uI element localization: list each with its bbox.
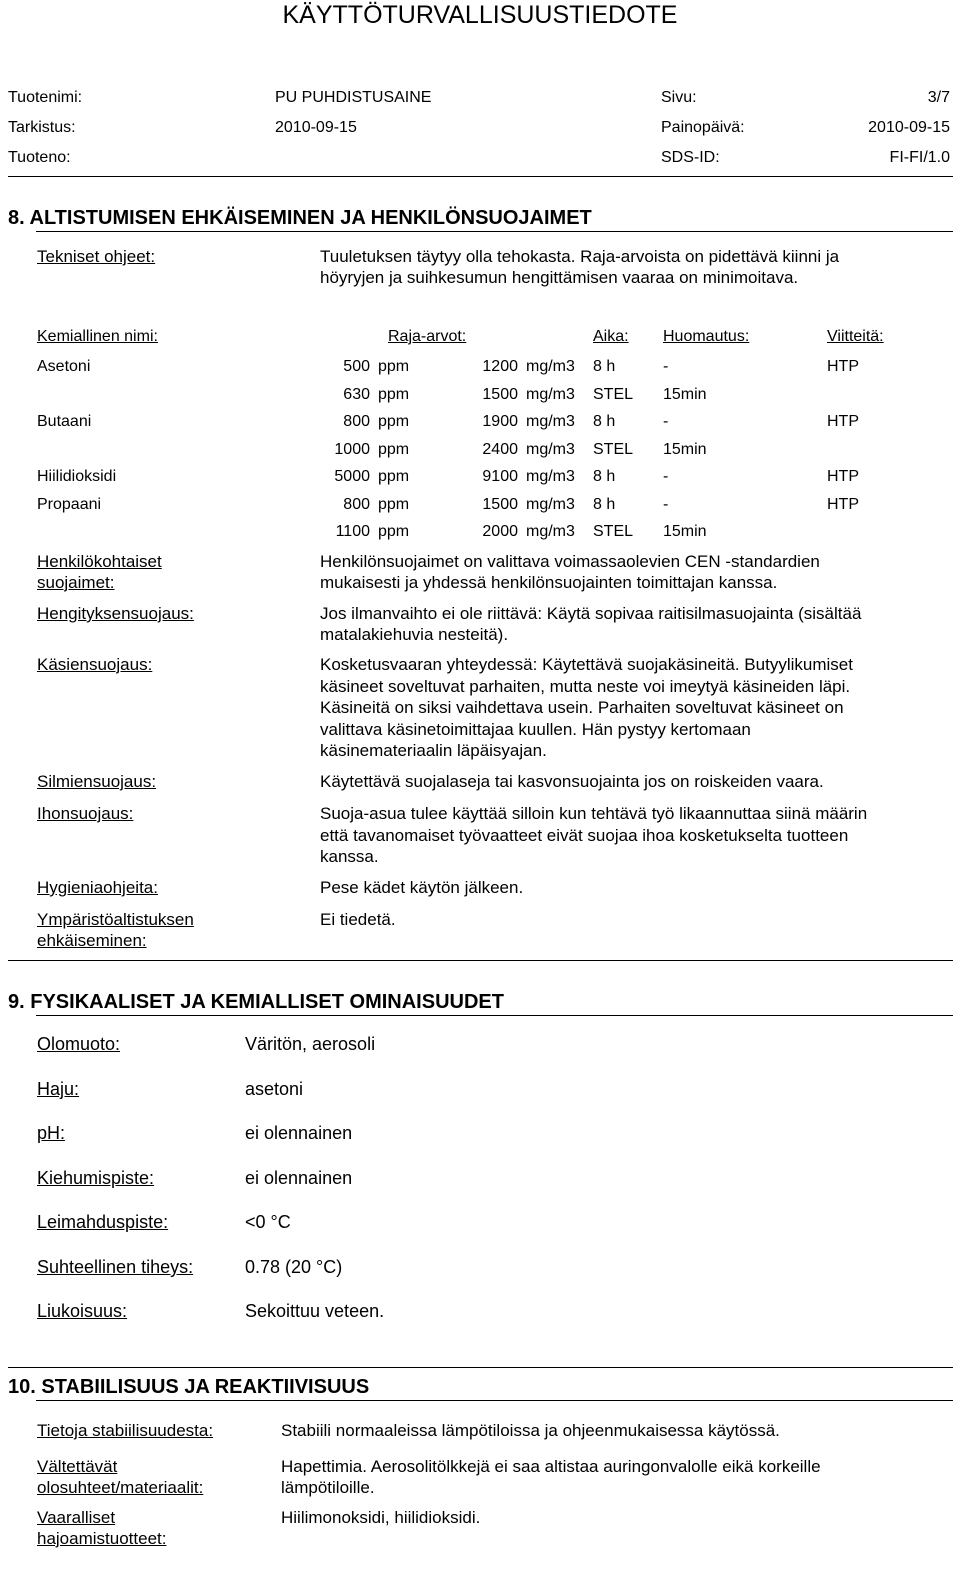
table-cell-ref: HTP (827, 358, 859, 375)
table-cell-mg-unit: mg/m3 (526, 523, 575, 540)
property-value: Väritön, aerosoli (245, 1034, 376, 1054)
property-label: Leimahduspiste: (37, 1212, 169, 1232)
hand-protection-text-3: Käsineitä on siksi vaihdettava usein. Parhaiten soveltuvat käsineet on (320, 698, 844, 717)
table-cell-ppm: 1100 (335, 523, 370, 540)
conditions-to-avoid-text-2: lämpötiloille. (281, 1478, 375, 1497)
ppe-label-line-2: suojaimet: (37, 573, 115, 592)
table-cell-chemical: Butaani (37, 413, 92, 430)
table-cell-ppm: 800 (343, 496, 370, 513)
print-date: 2010-09-15 (868, 119, 950, 136)
property-value: ei olennainen (245, 1123, 353, 1143)
hygiene-text: Pese kädet käytön jälkeen. (320, 878, 524, 897)
table-cell-chemical: Propaani (37, 496, 102, 513)
table-cell-note: 15min (663, 441, 707, 458)
property-value: 0.78 (20 °C) (245, 1257, 343, 1277)
table-cell-note: - (663, 496, 669, 513)
property-label: Kiehumispiste: (37, 1168, 155, 1188)
skin-protection-text-3: kanssa. (320, 847, 379, 866)
section-10-underline (36, 1400, 953, 1401)
column-header-chemical: Kemiallinen nimi: (37, 328, 158, 345)
table-cell-note: 15min (663, 523, 707, 540)
table-cell-time: STEL (593, 523, 634, 540)
table-cell-mg: 1500 (482, 496, 518, 513)
table-cell-chemical: Asetoni (37, 358, 91, 375)
section-8-underline (36, 231, 953, 232)
table-cell-mg: 1900 (482, 413, 518, 430)
decomposition-products-label-line-2: hajoamistuotteet: (37, 1529, 167, 1548)
technical-guidance-label: Tekniset ohjeet: (37, 247, 156, 266)
section-10-heading: 10. STABIILISUUS JA REAKTIIVISUUS (8, 1376, 370, 1398)
skin-protection-text-2: että tavanomaiset työvaatteet eivät suojaa ihoa kosketukselta tuotteen (320, 826, 849, 845)
page-label: Sivu: (661, 89, 697, 106)
header-divider (8, 176, 953, 177)
table-cell-mg: 2000 (482, 523, 518, 540)
eye-protection-label: Silmiensuojaus: (37, 772, 157, 791)
table-cell-time: 8 h (593, 358, 616, 375)
table-cell-mg-unit: mg/m3 (526, 358, 575, 375)
table-cell-ppm-unit: ppm (378, 386, 410, 403)
table-cell-note: - (663, 358, 669, 375)
table-cell-note: - (663, 413, 669, 430)
conditions-to-avoid-label-line-1: Vältettävät (37, 1457, 118, 1476)
respiratory-protection-text-1: Jos ilmanvaihto ei ole riittävä: Käytä sopivaa raitisilmasuojainta (sisältää (320, 604, 862, 623)
eye-protection-text: Käytettävä suojalaseja tai kasvonsuojainta jos on roiskeiden vaara. (320, 772, 824, 791)
sds-id-label: SDS-ID: (661, 149, 720, 166)
respiratory-protection-text-2: matalakiehuvia nesteitä). (320, 625, 509, 644)
page-number: 3/7 (927, 89, 950, 106)
table-cell-mg-unit: mg/m3 (526, 496, 575, 513)
respiratory-protection-label: Hengityksensuojaus: (37, 604, 194, 623)
conditions-to-avoid-label-line-2: olosuhteet/materiaalit: (37, 1478, 204, 1497)
table-cell-ref: HTP (827, 413, 859, 430)
section-8-divider (8, 960, 953, 961)
table-cell-ppm-unit: ppm (378, 441, 410, 458)
table-cell-mg: 1500 (482, 386, 518, 403)
table-cell-ppm-unit: ppm (378, 468, 410, 485)
product-name: PU PUHDISTUSAINE (275, 89, 432, 106)
table-cell-mg: 9100 (482, 468, 518, 485)
hand-protection-text-1: Kosketusvaaran yhteydessä: Käytettävä suojakäsineitä. Butyylikumiset (320, 655, 853, 674)
table-cell-ppm: 630 (343, 386, 370, 403)
stability-text: Stabiili normaaleissa lämpötiloissa ja ohjeenmukaisessa käytössä. (281, 1421, 780, 1440)
technical-guidance-text-2: höyryjen ja suihkesumun hengittämisen vaaraa on minimoitava. (320, 268, 799, 287)
property-label: Suhteellinen tiheys: (37, 1257, 194, 1277)
table-cell-note: 15min (663, 386, 707, 403)
document-title: KÄYTTÖTURVALLISUUSTIEDOTE (282, 1, 678, 29)
column-header-limits: Raja-arvot: (388, 328, 467, 345)
section-8-heading: 8. ALTISTUMISEN EHKÄISEMINEN JA HENKILÖNSUOJAIMET (8, 207, 592, 229)
environmental-label-line-2: ehkäiseminen: (37, 931, 147, 950)
hand-protection-label: Käsiensuojaus: (37, 655, 153, 674)
property-label: Olomuoto: (37, 1034, 121, 1054)
table-cell-mg-unit: mg/m3 (526, 413, 575, 430)
property-value: <0 °C (245, 1212, 291, 1232)
table-cell-time: STEL (593, 441, 634, 458)
ppe-text-2: mukaisesti ja yhdessä henkilönsuojainten toimittajan kanssa. (320, 573, 778, 592)
table-cell-ppm-unit: ppm (378, 496, 410, 513)
table-cell-mg-unit: mg/m3 (526, 441, 575, 458)
product-no-label: Tuoteno: (8, 149, 71, 166)
column-header-note: Huomautus: (663, 328, 750, 345)
environmental-label-line-1: Ympäristöaltistuksen (37, 910, 194, 929)
hand-protection-text-4: valittava käsinetoimittajaa kuullen. Hän pystyy kertomaan (320, 720, 751, 739)
property-value: asetoni (245, 1079, 304, 1099)
table-cell-mg-unit: mg/m3 (526, 468, 575, 485)
section-9-underline (36, 1015, 953, 1016)
hand-protection-text-2: käsineet soveltuvat parhaiten, mutta neste voi imeytyä käsineiden läpi. (320, 677, 851, 696)
decomposition-products-text: Hiilimonoksidi, hiilidioksidi. (281, 1508, 481, 1527)
skin-protection-label: Ihonsuojaus: (37, 804, 134, 823)
stability-label: Tietoja stabiilisuudesta: (37, 1421, 214, 1440)
property-value: ei olennainen (245, 1168, 353, 1188)
table-cell-ppm-unit: ppm (378, 413, 410, 430)
skin-protection-text-1: Suoja-asua tulee käyttää silloin kun tehtävä työ likaannuttaa siinä määrin (320, 804, 868, 823)
technical-guidance-text-1: Tuuletuksen täytyy olla tehokasta. Raja-arvoista on pidettävä kiinni ja (320, 247, 840, 266)
conditions-to-avoid-text-1: Hapettimia. Aerosolitölkkejä ei saa altistaa auringonvalolle eikä korkeille (281, 1457, 821, 1476)
table-cell-ppm-unit: ppm (378, 358, 410, 375)
table-cell-time: 8 h (593, 413, 616, 430)
hygiene-label: Hygieniaohjeita: (37, 878, 158, 897)
section-9-heading: 9. FYSIKAALISET JA KEMIALLISET OMINAISUUDET (8, 991, 504, 1013)
property-label: Haju: (37, 1079, 80, 1099)
revision-date: 2010-09-15 (275, 119, 357, 136)
column-header-time: Aika: (593, 328, 629, 345)
product-name-label: Tuotenimi: (8, 89, 83, 106)
column-header-refs: Viitteitä: (827, 328, 884, 345)
table-cell-mg: 1200 (482, 358, 518, 375)
revision-label: Tarkistus: (8, 119, 76, 136)
ppe-label-line-1: Henkilökohtaiset (37, 552, 162, 571)
table-cell-ref: HTP (827, 496, 859, 513)
table-cell-mg: 2400 (482, 441, 518, 458)
ppe-text-1: Henkilönsuojaimet on valittava voimassaolevien CEN -standardien (320, 552, 820, 571)
table-cell-time: 8 h (593, 468, 616, 485)
table-cell-time: STEL (593, 386, 634, 403)
table-cell-ppm: 500 (343, 358, 370, 375)
sds-id: FI-FI/1.0 (889, 149, 950, 166)
table-cell-ppm-unit: ppm (378, 523, 410, 540)
table-cell-chemical: Hiilidioksidi (37, 468, 117, 485)
decomposition-products-label-line-1: Vaaralliset (37, 1508, 116, 1527)
table-cell-ppm: 1000 (334, 441, 370, 458)
table-cell-ppm: 800 (343, 413, 370, 430)
environmental-text: Ei tiedetä. (320, 910, 396, 929)
table-cell-note: - (663, 468, 669, 485)
table-cell-ppm: 5000 (334, 468, 370, 485)
property-label: Liukoisuus: (37, 1301, 128, 1321)
hand-protection-text-5: käsinemateriaalin läpäisyajan. (320, 741, 547, 760)
property-value: Sekoittuu veteen. (245, 1301, 385, 1321)
table-cell-mg-unit: mg/m3 (526, 386, 575, 403)
property-label: pH: (37, 1123, 66, 1143)
section-9-divider (8, 1367, 953, 1368)
table-cell-ref: HTP (827, 468, 859, 485)
table-cell-time: 8 h (593, 496, 616, 513)
print-date-label: Painopäivä: (661, 119, 745, 136)
